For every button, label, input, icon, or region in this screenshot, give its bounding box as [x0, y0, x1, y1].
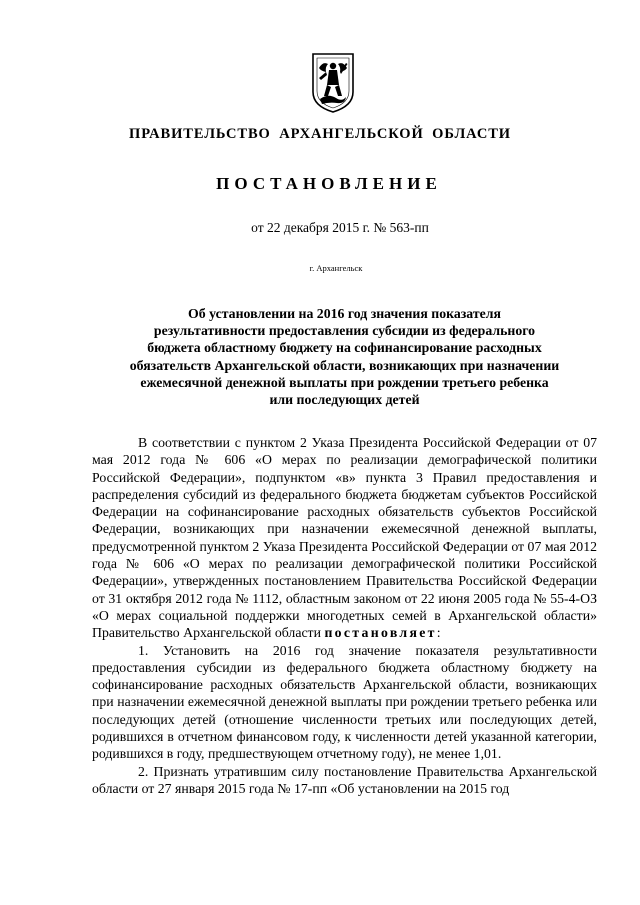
decree-word: постановляет: [324, 625, 437, 641]
title-line: ежемесячной денежной выплаты при рождении третьего ребенка: [140, 374, 549, 390]
title-line: обязательств Архангельской области, возникающих при назначении: [129, 357, 560, 373]
organization-name: ПРАВИТЕЛЬСТВО АРХАНГЕЛЬСКОЙ ОБЛАСТИ: [129, 126, 511, 142]
document-city: г. Архангельск: [309, 263, 363, 273]
title-line: результативности предоставления субсидии из федерального: [153, 323, 536, 339]
item-1-paragraph: 1. Установить на 2016 год значение показателя результативности предоставления субсидии из федерального бюджета областному бюджету на софинансирование расходных обязательств Архангельской области, возникающих при назначении ежемесячной денежной выплаты при рождении третьего ребенка или последующих детей (отношение численности третьих или последующих детей, родившихся в отчетном финансовом году, к численности детей указанной категории, родившихся в году, предшествующем отчетному году), не менее 1,01.: [92, 642, 597, 762]
preamble-text: В соответствии с пунктом 2 Указа Президента Российской Федерации от 07 мая 2012 года № 606 «О мерах по реализации демографической политики Российской Федерации», подпунктом «в» пункта 3 Правил предоставления и распределения субсидий из федерального бюджета бюджетам субъектов Российской Федерации на софинансирование расходных обязательств субъектов Российской Федерации, возникающих при назначении ежемесячной денежной выплаты, предусмотренной пунктом 2 Указа Президента Российской Федерации от 07 мая 2012 года № 606 «О мерах по реализации демографической политики Российской Федерации», утвержденных постановлением Правительства Российской Федерации от 31 октября 2012 года № 1112, областным законом от 22 июня 2005 года № 55-4-ОЗ «О мерах социальной поддержки многодетных семей в Архангельской области» Правительство Архангельской области: [92, 435, 597, 641]
coat-of-arms-icon: [310, 52, 356, 114]
title-line: Об установлении на 2016 год значения показателя: [188, 306, 501, 321]
document-body: [92, 434, 597, 797]
decree-colon: :: [436, 625, 441, 641]
preamble-paragraph: [92, 434, 597, 642]
item-2-paragraph: 2. Признать утратившим силу постановление Правительства Архангельской области от 27 января 2015 года № 17-пп «Об установлении на 2015 год: [92, 763, 597, 796]
title-line: или последующих детей: [269, 392, 420, 408]
title-line: бюджета областному бюджету на софинансирование расходных: [147, 340, 542, 356]
document-date-number: от 22 декабря 2015 г. № 563-пп: [251, 220, 429, 235]
document-title: [92, 305, 597, 408]
document-type: ПОСТАНОВЛЕНИЕ: [216, 174, 442, 193]
